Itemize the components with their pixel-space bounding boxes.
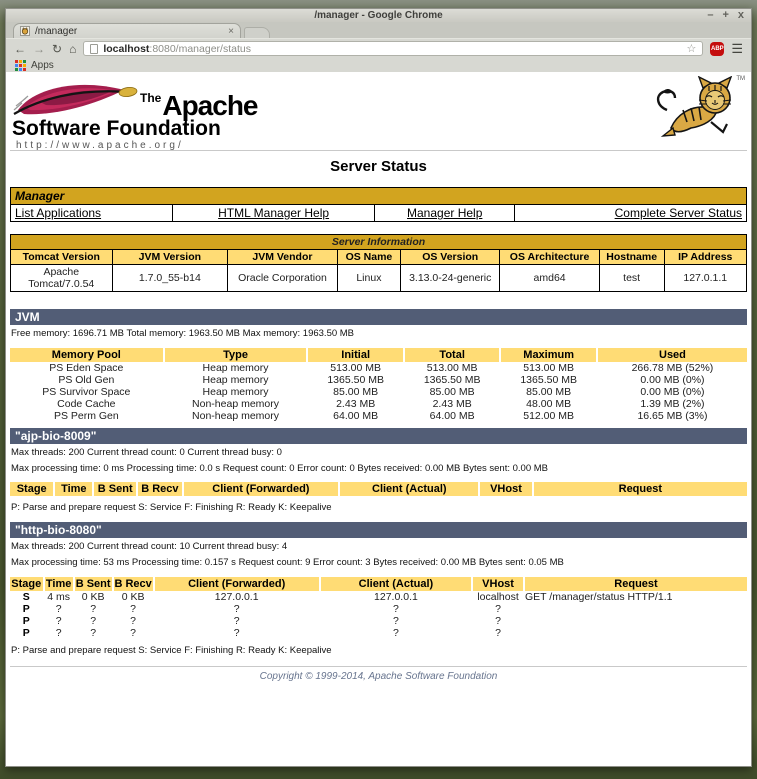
cell: Linux — [337, 265, 400, 292]
browser-window — [5, 8, 752, 767]
apps-bookmark-label[interactable]: Apps — [31, 59, 54, 71]
cell: ? — [495, 615, 501, 628]
bookmarks-bar — [6, 58, 751, 72]
cell: ? — [130, 603, 137, 616]
cell: 513.00 MB — [523, 361, 575, 374]
column-header: OS Architecture — [500, 250, 599, 265]
server-info-table — [10, 234, 747, 292]
cell: ? — [495, 603, 501, 616]
cell: S — [22, 591, 30, 604]
cell: Non-heap memory — [192, 409, 279, 422]
ajp-processing-line: Max processing time: 0 ms Processing time: 0.0 s Request count: 0 Error count: 0 Bytes received: 0.00 MB Bytes sent: 0.00 MB — [11, 462, 548, 474]
cell: PS Old Gen — [58, 373, 115, 386]
column-header: OS Name — [337, 250, 400, 265]
url-path: :8080/manager/status — [149, 42, 251, 55]
column-header: B Recv — [138, 482, 181, 496]
cell: 1365.50 MB — [423, 373, 481, 386]
url-text — [103, 43, 251, 55]
back-icon[interactable]: ← — [14, 41, 26, 56]
column-header: Request — [534, 482, 747, 496]
url-host: localhost — [103, 42, 150, 55]
cell: PS Perm Gen — [53, 409, 119, 422]
cell: 2.43 MB — [432, 397, 472, 410]
cell — [525, 627, 747, 639]
cell: ? — [233, 615, 240, 628]
http-processing-line: Max processing time: 53 ms Processing time: 0.157 s Request count: 9 Error count: 3 Bytes received: 0.00 MB Bytes sent: 0.05 MB — [11, 557, 564, 569]
cell: ? — [90, 615, 97, 628]
cell: ? — [90, 627, 97, 640]
cell: ? — [495, 627, 501, 640]
cell: ? — [233, 603, 240, 616]
cell: P — [22, 603, 30, 616]
cell: ? — [130, 627, 137, 640]
page-title: Server Status — [330, 158, 427, 175]
column-header: OS Version — [401, 250, 500, 265]
server-info-section-title: Server Information — [11, 235, 747, 250]
jvm-section-header: JVM — [10, 309, 747, 325]
tab-manager[interactable] — [13, 23, 241, 38]
footer-divider — [10, 666, 747, 667]
cell: 85.00 MB — [526, 385, 572, 398]
logo-apache: Apache — [162, 90, 258, 121]
window-title: /manager - Google Chrome — [314, 10, 443, 21]
chrome-menu-icon[interactable]: ☰ — [731, 41, 743, 56]
apps-grid-icon — [15, 60, 26, 71]
cell: 1365.50 MB — [327, 373, 384, 386]
link-complete-server-status[interactable]: Complete Server Status — [614, 206, 742, 220]
column-header: Request — [525, 577, 747, 591]
column-header: Stage — [10, 482, 53, 496]
apache-feather-icon — [12, 76, 140, 120]
cell: Code Cache — [57, 397, 116, 410]
cell: 1.39 MB (2%) — [640, 397, 705, 410]
cell: PS Eden Space — [49, 361, 124, 374]
cell: P — [22, 627, 30, 640]
cell: ? — [393, 627, 399, 640]
column-header: Stage — [11, 578, 42, 591]
cell: 0 KB — [121, 591, 145, 604]
column-header: Initial — [308, 348, 403, 362]
logo-the: The — [140, 91, 162, 105]
cell: 4 ms — [47, 591, 70, 604]
http-threads-line: Max threads: 200 Current thread count: 10 Current thread busy: 4 — [11, 541, 288, 553]
cell: 48.00 MB — [526, 397, 572, 410]
apache-logo — [12, 76, 258, 151]
column-header: B Recv — [114, 578, 152, 591]
tab-favicon-tomcat-icon — [20, 26, 30, 36]
cell: PS Survivor Space — [42, 385, 131, 398]
cell: P — [22, 615, 30, 628]
manager-section-title: Manager — [11, 188, 747, 205]
tomcat-logo — [653, 76, 745, 142]
server-info-value-row — [11, 265, 747, 292]
server-info-header-row — [11, 250, 747, 265]
column-header: VHost — [473, 577, 523, 591]
column-header: Total — [405, 348, 500, 362]
cell: 16.65 MB (3%) — [637, 409, 708, 422]
home-icon[interactable]: ⌂ — [69, 41, 77, 56]
link-html-manager-help[interactable]: HTML Manager Help — [218, 206, 330, 220]
cell: 85.00 MB — [429, 385, 475, 398]
cell: 3.13.0-24-generic — [401, 265, 500, 292]
cell: 64.00 MB — [333, 409, 379, 422]
column-header: Client (Actual) — [340, 482, 478, 496]
table-row — [10, 615, 747, 627]
cell: 127.0.1.1 — [664, 265, 746, 292]
logo-subtitle: Software Foundation — [12, 117, 221, 140]
ajp-requests-table — [8, 482, 749, 496]
bookmark-star-icon[interactable]: ☆ — [686, 43, 697, 55]
http-stage-legend: P: Parse and prepare request S: Service F: Finishing R: Ready K: Keepalive — [11, 645, 332, 657]
cell: 0 KB — [81, 591, 105, 604]
jvm-memory-summary: Free memory: 1696.71 MB Total memory: 1963.50 MB Max memory: 1963.50 MB — [11, 328, 355, 339]
address-bar[interactable] — [83, 41, 703, 56]
table-row — [10, 410, 747, 422]
cell: Heap memory — [202, 385, 269, 398]
column-header: Client (Forwarded) — [184, 482, 339, 496]
column-header: Client (Forwarded) — [155, 577, 319, 591]
table-row — [10, 374, 747, 386]
cell: 127.0.0.1 — [214, 591, 259, 604]
column-header: B Sent — [75, 578, 111, 591]
cell: Heap memory — [202, 373, 269, 386]
cell: ? — [130, 615, 137, 628]
cell: Apache Tomcat/7.0.54 — [11, 265, 113, 292]
column-header: Time — [55, 482, 92, 496]
table-row — [10, 627, 747, 639]
cell: 266.78 MB (52%) — [631, 361, 714, 374]
browser-toolbar — [6, 38, 751, 58]
cell: test — [599, 265, 664, 292]
link-manager-help[interactable]: Manager Help — [407, 206, 483, 220]
cell: 2.43 MB — [336, 397, 376, 410]
column-header: Client (Actual) — [321, 577, 471, 591]
column-header: Maximum — [501, 348, 596, 362]
http-requests-table — [8, 577, 749, 639]
cell: 127.0.0.1 — [374, 591, 418, 604]
cell: 1365.50 MB — [520, 373, 577, 386]
cell: ? — [55, 615, 62, 628]
cell: Heap memory — [202, 361, 269, 374]
column-header: Hostname — [599, 250, 664, 265]
adblock-extension-icon[interactable]: ABP — [710, 42, 724, 56]
new-tab-button[interactable] — [244, 27, 270, 38]
reload-icon[interactable]: ↻ — [52, 41, 63, 56]
table-row — [10, 386, 747, 398]
window-titlebar — [6, 9, 751, 22]
cell: amd64 — [500, 265, 599, 292]
cell: Non-heap memory — [192, 397, 279, 410]
http-section-header: "http-bio-8080" — [10, 522, 747, 538]
column-header: Tomcat Version — [11, 250, 113, 265]
cell: 0.00 MB (0%) — [640, 385, 705, 398]
tab-close-icon[interactable]: × — [228, 25, 234, 37]
ajp-requests-header-row — [10, 482, 747, 496]
cell: ? — [393, 615, 399, 628]
column-header: Time — [45, 578, 72, 591]
cell: 513.00 MB — [330, 361, 382, 374]
column-header: B Sent — [94, 482, 136, 496]
cell: localhost — [477, 591, 519, 604]
close-button[interactable]: x — [737, 9, 744, 21]
tab-title: /manager — [35, 25, 78, 37]
masthead — [10, 75, 747, 151]
column-header: JVM Vendor — [228, 250, 338, 265]
forward-icon[interactable]: → — [33, 41, 45, 56]
cell: 0.00 MB (0%) — [640, 373, 705, 386]
trademark-label: TM — [736, 76, 745, 82]
cell: ? — [90, 603, 97, 616]
table-row — [10, 591, 747, 603]
minimize-button[interactable]: – — [707, 9, 714, 21]
cell: 64.00 MB — [429, 409, 475, 422]
memory-pool-header-row — [10, 348, 747, 362]
column-header: JVM Version — [112, 250, 228, 265]
cell: Oracle Corporation — [228, 265, 338, 292]
cell: 1.7.0_55-b14 — [112, 265, 228, 292]
manager-nav-table — [10, 187, 747, 222]
page-document-icon — [90, 44, 98, 54]
column-header: VHost — [480, 482, 531, 496]
column-header: Used — [598, 348, 747, 362]
cell: 512.00 MB — [523, 409, 575, 422]
tab-strip — [6, 22, 751, 38]
tomcat-cat-icon — [653, 76, 741, 140]
http-requests-rows — [10, 591, 747, 639]
page-content — [6, 72, 751, 766]
column-header: Memory Pool — [10, 348, 163, 362]
maximize-button[interactable]: + — [722, 9, 729, 21]
table-row — [10, 398, 747, 410]
table-row — [10, 603, 747, 615]
ajp-threads-line: Max threads: 200 Current thread count: 0 Current thread busy: 0 — [11, 446, 282, 458]
table-row — [10, 362, 747, 374]
window-controls — [707, 9, 744, 22]
column-header: IP Address — [664, 250, 746, 265]
cell: 85.00 MB — [333, 385, 379, 398]
cell: ? — [55, 603, 62, 616]
cell: ? — [233, 627, 240, 640]
cell — [525, 615, 747, 627]
http-requests-header-row — [10, 577, 747, 591]
memory-pool-table — [8, 348, 749, 422]
ajp-section-header: "ajp-bio-8009" — [10, 428, 747, 444]
logo-url: http://www.apache.org/ — [16, 140, 184, 151]
cell: ? — [393, 603, 399, 616]
cell: ? — [55, 627, 62, 640]
cell — [525, 603, 747, 615]
ajp-stage-legend: P: Parse and prepare request S: Service F: Finishing R: Ready K: Keepalive — [11, 502, 332, 514]
cell: GET /manager/status HTTP/1.1 — [525, 591, 673, 604]
cell: 513.00 MB — [426, 361, 478, 374]
column-header: Type — [165, 348, 307, 362]
copyright-text: Copyright © 1999-2014, Apache Software Foundation — [259, 671, 498, 683]
link-list-applications[interactable]: List Applications — [15, 206, 102, 220]
memory-pool-rows — [10, 362, 747, 422]
